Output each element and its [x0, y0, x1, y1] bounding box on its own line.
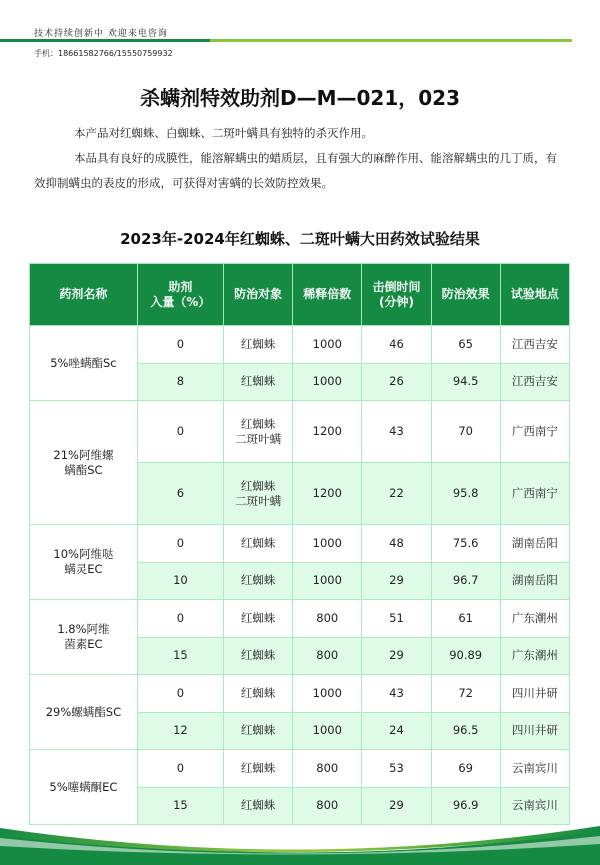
table-cell: 红蜘蛛 二斑叶螨 — [224, 463, 293, 525]
table-cell: 69 — [431, 750, 500, 788]
table-cell: 43 — [362, 675, 431, 713]
table-row — [30, 326, 570, 364]
table-row — [30, 401, 570, 463]
table-cell: 800 — [293, 600, 362, 638]
table-cell: 江西吉安 — [500, 326, 569, 364]
page-title: 杀螨剂特效助剂D—M—021，023 — [140, 86, 460, 110]
table-cell: 0 — [137, 326, 223, 364]
table-cell: 65 — [431, 326, 500, 364]
table-cell: 0 — [137, 401, 223, 463]
footer-swoosh-decoration — [0, 820, 600, 865]
table-cell: 红蜘蛛 — [224, 525, 293, 563]
table-cell: 48 — [362, 525, 431, 563]
table-cell: 800 — [293, 637, 362, 675]
table-cell: 1000 — [293, 675, 362, 713]
table-cell: 湖南岳阳 — [500, 525, 569, 563]
table-cell: 90.89 — [431, 637, 500, 675]
table-cell: 12 — [137, 712, 223, 750]
table-cell: 94.5 — [431, 363, 500, 401]
table-cell: 0 — [137, 675, 223, 713]
table-cell: 15 — [137, 787, 223, 825]
table-cell: 1000 — [293, 525, 362, 563]
table-cell: 24 — [362, 712, 431, 750]
table-cell: 72 — [431, 675, 500, 713]
table-cell: 1000 — [293, 363, 362, 401]
table-cell: 湖南岳阳 — [500, 562, 569, 600]
column-header: 防治效果 — [431, 264, 500, 326]
agent-name-cell: 1.8%阿维 菌素EC — [30, 600, 138, 675]
table-cell: 广西南宁 — [500, 463, 569, 525]
table-cell: 29 — [362, 637, 431, 675]
table-cell: 红蜘蛛 — [224, 787, 293, 825]
header-phone: 手机：18661582766/15550759932 — [34, 49, 173, 58]
table-cell: 43 — [362, 401, 431, 463]
table-cell: 广东潮州 — [500, 637, 569, 675]
header-rule-light — [210, 39, 572, 42]
table-cell: 51 — [362, 600, 431, 638]
agent-name-cell: 21%阿维螺 螨酯SC — [30, 401, 138, 525]
table-cell: 29 — [362, 562, 431, 600]
table-cell: 96.5 — [431, 712, 500, 750]
table-cell: 75.6 — [431, 525, 500, 563]
header-rule-dark — [0, 39, 210, 42]
table-cell: 江西吉安 — [500, 363, 569, 401]
table-cell: 广东潮州 — [500, 600, 569, 638]
table-cell: 四川井研 — [500, 712, 569, 750]
table-cell: 1000 — [293, 562, 362, 600]
table-row — [30, 750, 570, 788]
table-cell: 0 — [137, 600, 223, 638]
table-cell: 6 — [137, 463, 223, 525]
table-cell: 广西南宁 — [500, 401, 569, 463]
table-cell: 红蜘蛛 — [224, 750, 293, 788]
table-row — [30, 675, 570, 713]
column-header: 药剂名称 — [30, 264, 138, 326]
table-cell: 46 — [362, 326, 431, 364]
table-title: 2023年-2024年红蜘蛛、二斑叶螨大田药效试验结果 — [120, 230, 480, 248]
table-cell: 1000 — [293, 326, 362, 364]
agent-name-cell: 5%噻螨酮EC — [30, 750, 138, 825]
table-cell: 云南宾川 — [500, 787, 569, 825]
intro-paragraph-1: 本产品对红蜘蛛、白蜘蛛、二斑叶螨具有独特的杀灭作用。 — [74, 126, 373, 140]
table-cell: 95.8 — [431, 463, 500, 525]
table-cell: 0 — [137, 750, 223, 788]
table-cell: 53 — [362, 750, 431, 788]
column-header: 助剂 入量（%） — [137, 264, 223, 326]
column-header: 试验地点 — [500, 264, 569, 326]
column-header: 稀释倍数 — [293, 264, 362, 326]
table-cell: 22 — [362, 463, 431, 525]
table-cell: 云南宾川 — [500, 750, 569, 788]
table-cell: 70 — [431, 401, 500, 463]
agent-name-cell: 5%唑螨酯Sc — [30, 326, 138, 401]
column-header: 防治对象 — [224, 264, 293, 326]
table-cell: 26 — [362, 363, 431, 401]
table-row — [30, 525, 570, 563]
table-cell: 1200 — [293, 463, 362, 525]
table-cell: 红蜘蛛 — [224, 326, 293, 364]
table-cell: 29 — [362, 787, 431, 825]
table-cell: 800 — [293, 787, 362, 825]
table-cell: 96.7 — [431, 562, 500, 600]
table-cell: 红蜘蛛 — [224, 675, 293, 713]
table-cell: 96.9 — [431, 787, 500, 825]
header-slogan: 技术持续创新中 欢迎来电咨询 — [34, 29, 168, 39]
table-cell: 红蜘蛛 — [224, 363, 293, 401]
table-cell: 0 — [137, 525, 223, 563]
table-cell: 800 — [293, 750, 362, 788]
table-cell: 红蜘蛛 二斑叶螨 — [224, 401, 293, 463]
table-cell: 10 — [137, 562, 223, 600]
table-cell: 红蜘蛛 — [224, 637, 293, 675]
table-cell: 61 — [431, 600, 500, 638]
table-cell: 红蜘蛛 — [224, 712, 293, 750]
table-row — [30, 600, 570, 638]
agent-name-cell: 10%阿维哒 螨灵EC — [30, 525, 138, 600]
table-cell: 1000 — [293, 712, 362, 750]
agent-name-cell: 29%螺螨酯SC — [30, 675, 138, 750]
column-header: 击倒时间 (分钟) — [362, 264, 431, 326]
intro-paragraph-2: 本品具有良好的成膜性，能溶解螨虫的蜡质层，且有强大的麻醉作用、能溶解螨虫的几丁质，有效抑制螨虫的表皮的形成，可获得对害螨的长效防控效果。 — [34, 151, 557, 190]
table-cell: 红蜘蛛 — [224, 600, 293, 638]
table-cell: 15 — [137, 637, 223, 675]
table-cell: 8 — [137, 363, 223, 401]
table-cell: 四川井研 — [500, 675, 569, 713]
table-cell: 1200 — [293, 401, 362, 463]
results-table — [29, 263, 570, 825]
table-cell: 红蜘蛛 — [224, 562, 293, 600]
